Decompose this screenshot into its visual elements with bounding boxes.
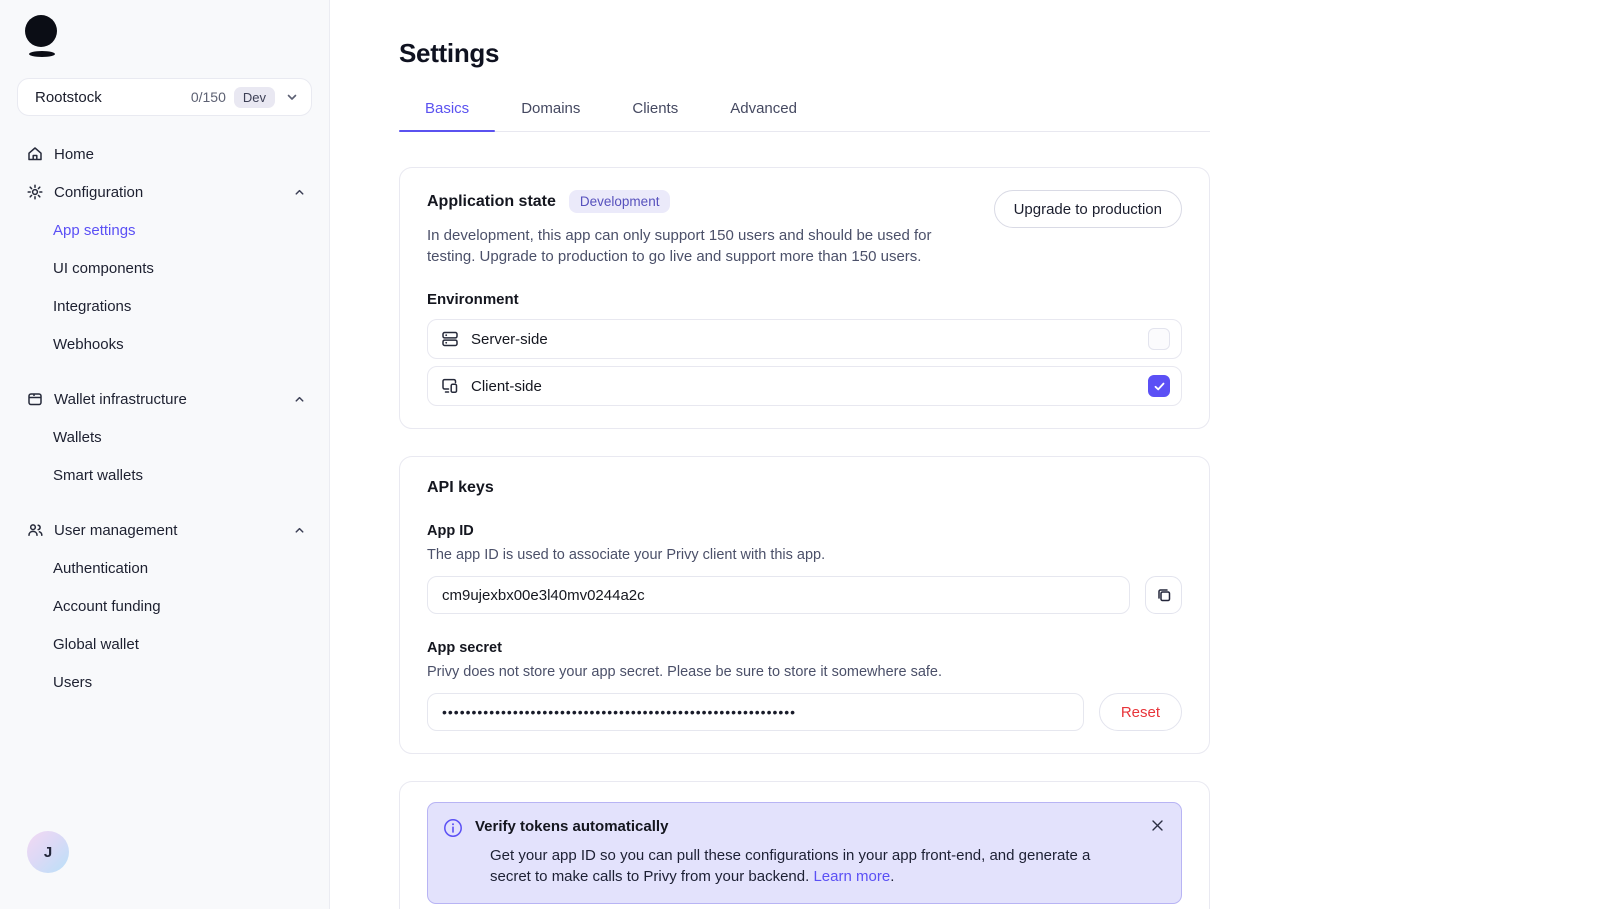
sidebar-item-label: Configuration (54, 183, 144, 201)
server-icon (440, 329, 460, 349)
client-side-checkbox[interactable] (1148, 375, 1170, 397)
wallet-icon (26, 390, 44, 408)
tab-domains[interactable]: Domains (521, 100, 581, 117)
application-state-card (399, 167, 1210, 429)
banner-title: Verify tokens automatically (475, 818, 669, 835)
sidebar-item-label: Wallet infrastructure (54, 390, 187, 408)
home-icon (26, 145, 44, 163)
sidebar-item-home[interactable] (17, 135, 312, 173)
api-keys-title: API keys (427, 479, 494, 496)
copy-app-id-button[interactable] (1145, 576, 1182, 614)
devices-icon (440, 376, 460, 396)
info-icon (443, 818, 463, 838)
upgrade-to-production-button[interactable]: Upgrade to production (994, 190, 1182, 228)
chevron-up-icon (293, 186, 306, 199)
sidebar-item-integrations[interactable]: Integrations (53, 297, 132, 315)
chevron-up-icon (293, 524, 306, 537)
application-state-description: In development, this app can only support 150 users and should be used for testing. Upgrade to production to go live and support more than 150 users. (427, 227, 932, 265)
copy-icon (1156, 587, 1172, 603)
gear-icon (26, 183, 44, 201)
sidebar-item-app-settings[interactable]: App settings (53, 221, 136, 239)
close-icon[interactable] (1147, 815, 1167, 835)
sidebar-item-label: User management (54, 521, 178, 539)
environment-label: Environment (427, 291, 519, 308)
tab-basics[interactable]: Basics (399, 100, 495, 131)
app-selector-name: Rootstock (35, 88, 102, 106)
development-badge: Development (569, 190, 671, 213)
chevron-up-icon (293, 393, 306, 406)
sidebar-item-account-funding[interactable]: Account funding (53, 597, 161, 615)
app-secret-input[interactable] (427, 693, 1084, 731)
environment-option-label: Server-side (471, 330, 548, 348)
sidebar-item-wallet-infrastructure[interactable] (17, 380, 312, 418)
sidebar-item-users[interactable]: Users (53, 673, 93, 691)
app-selector[interactable] (17, 78, 312, 116)
sidebar-item-webhooks[interactable]: Webhooks (53, 335, 124, 353)
server-side-checkbox[interactable] (1148, 328, 1170, 350)
sidebar-item-ui-components[interactable]: UI components (53, 259, 154, 277)
settings-tabs (399, 100, 1210, 132)
privy-logo-base (29, 51, 55, 57)
privy-logo-circle (25, 15, 57, 47)
main-content (330, 0, 1600, 909)
environment-option-server-side[interactable] (427, 319, 1182, 359)
api-keys-card (399, 456, 1210, 754)
users-icon (26, 521, 44, 539)
sidebar-item-smart-wallets[interactable]: Smart wallets (53, 466, 144, 484)
page-title: Settings (399, 38, 500, 68)
sidebar-item-configuration[interactable] (17, 173, 312, 211)
sidebar-nav (17, 135, 312, 701)
sidebar-item-authentication[interactable]: Authentication (53, 559, 149, 577)
learn-more-link[interactable]: Learn more (813, 868, 891, 885)
application-state-title: Application state (427, 192, 556, 210)
sidebar-item-user-management[interactable] (17, 511, 312, 549)
tab-clients[interactable]: Clients (632, 100, 679, 117)
chevron-down-icon (285, 90, 299, 104)
tab-advanced[interactable]: Advanced (730, 100, 797, 117)
app-id-input[interactable] (427, 576, 1130, 614)
sidebar-item-wallets[interactable]: Wallets (53, 428, 102, 446)
sidebar-item-label: Home (54, 145, 95, 163)
app-secret-description: Privy does not store your app secret. Please be sure to store it somewhere safe. (427, 664, 943, 680)
app-id-label: App ID (427, 523, 474, 539)
app-id-description: The app ID is used to associate your Privy client with this app. (427, 547, 826, 563)
environment-option-client-side[interactable] (427, 366, 1182, 406)
banner-body: Get your app ID so you can pull these configurations in your app front-end, and generate a secret to make calls to Privy from your backend. Learn more. (490, 847, 1091, 885)
verify-tokens-banner (427, 802, 1182, 904)
app-usage-count: 0/150 (190, 89, 226, 105)
sidebar (0, 0, 330, 909)
reset-secret-button[interactable]: Reset (1099, 693, 1182, 731)
token-verification-card (399, 781, 1210, 909)
privy-logo (25, 15, 59, 57)
app-env-badge: Dev (234, 87, 275, 108)
environment-option-label: Client-side (471, 377, 542, 395)
sidebar-item-global-wallet[interactable]: Global wallet (53, 635, 139, 653)
app-secret-label: App secret (427, 640, 502, 656)
user-avatar[interactable]: J (27, 831, 69, 873)
